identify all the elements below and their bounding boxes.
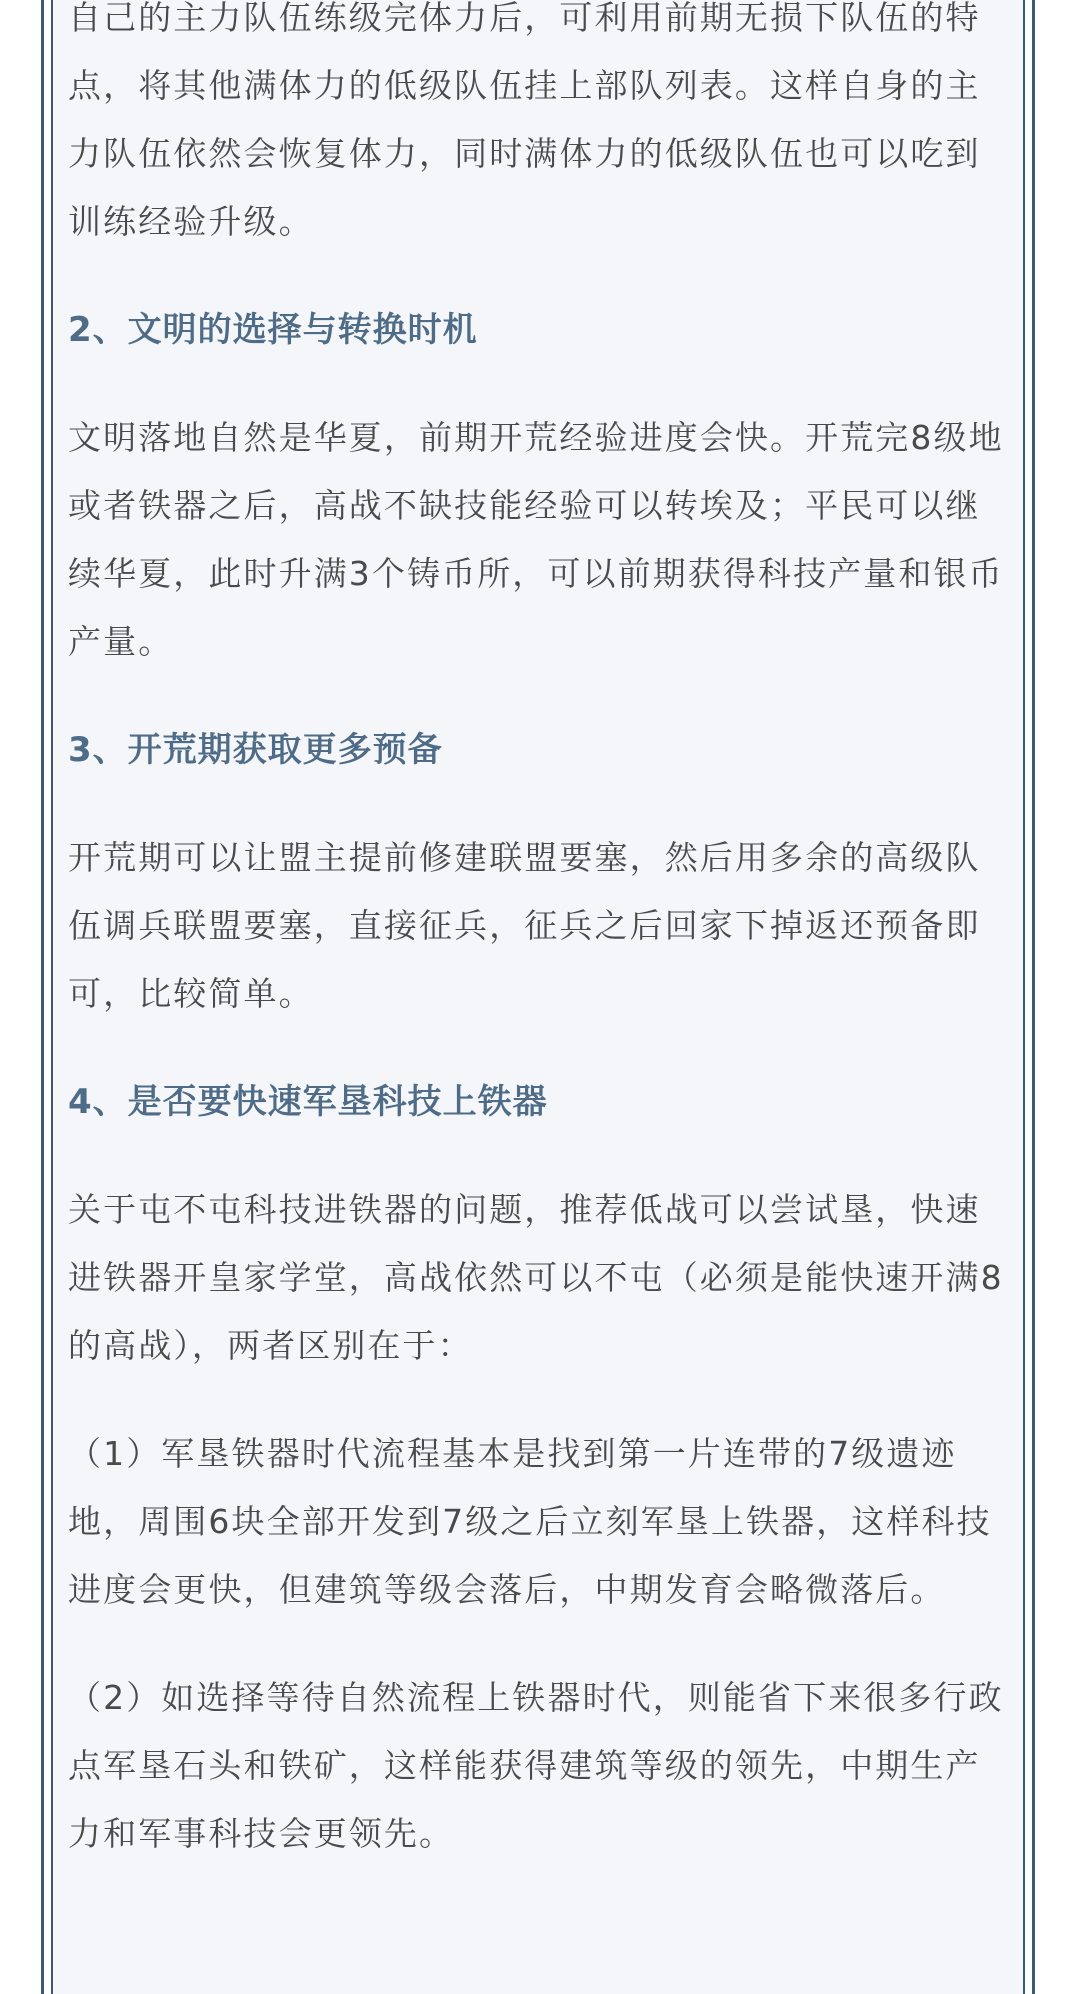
paragraph-civilization: 文明落地自然是华夏，前期开荒经验进度会快。开荒完8级地或者铁器之后，高战不缺技能经验可以转埃及；平民可以继续华夏，此时升满3个铸币所，可以前期获得科技产量和银币产量。 xyxy=(68,418,1004,661)
article-content xyxy=(68,0,1010,1908)
paragraph-training: 自己的主力队伍练级完体力后，可利用前期无损下队伍的特点，将其他满体力的低级队伍挂上部队列表。这样自身的主力队伍依然会恢复体力，同时满体力的低级队伍也可以吃到训练经验升级。 xyxy=(68,0,981,241)
paragraph-iron-age-option-1: （1）军垦铁器时代流程基本是找到第一片连带的7级遗迹地，周围6块全部开发到7级之后立刻军垦上铁器，这样科技进度会更快，但建筑等级会落后，中期发育会略微落后。 xyxy=(68,1434,992,1609)
section-heading-civilization: 2、文明的选择与转换时机 xyxy=(68,310,478,350)
paragraph-iron-age-intro: 关于屯不屯科技进铁器的问题，推荐低战可以尝试垦，快速进铁器开皇家学堂，高战依然可以不屯（必须是能快速开满8的高战），两者区别在于： xyxy=(68,1190,1004,1365)
paragraph-reserves: 开荒期可以让盟主提前修建联盟要塞，然后用多余的高级队伍调兵联盟要塞，直接征兵，征兵之后回家下掉返还预备即可，比较简单。 xyxy=(68,838,981,1013)
paragraph-iron-age-option-2: （2）如选择等待自然流程上铁器时代，则能省下来很多行政点军垦石头和铁矿，这样能获得建筑等级的领先，中期生产力和军事科技会更领先。 xyxy=(68,1678,1004,1853)
section-heading-reserves: 3、开荒期获取更多预备 xyxy=(68,730,443,770)
section-heading-iron-age: 4、是否要快速军垦科技上铁器 xyxy=(68,1082,548,1122)
